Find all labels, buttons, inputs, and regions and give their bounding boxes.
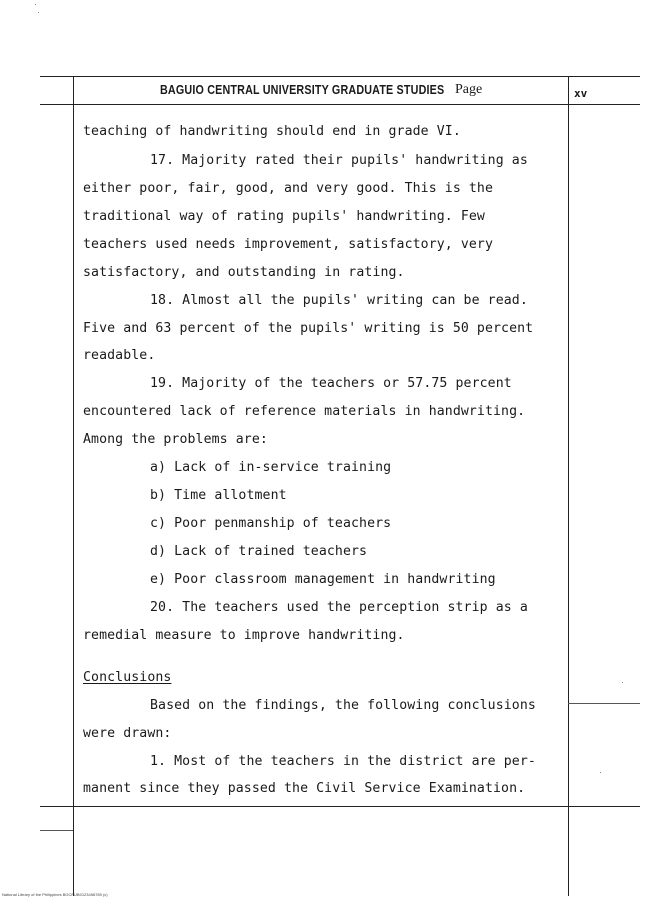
text-line: were drawn: bbox=[83, 726, 172, 741]
text-line: 19. Majority of the teachers or 57.75 percent bbox=[150, 376, 512, 391]
header-page-label: Page bbox=[455, 82, 483, 97]
text-line: 17. Majority rated their pupils' handwriting as bbox=[150, 153, 528, 168]
scan-speck bbox=[622, 682, 623, 683]
text-line: 1. Most of the teachers in the district are per- bbox=[150, 754, 536, 769]
list-item: a) Lack of in-service training bbox=[150, 460, 392, 475]
left-bottom-rule bbox=[40, 830, 73, 831]
right-margin-rule bbox=[568, 76, 569, 896]
scan-speck bbox=[38, 12, 39, 13]
header-bottom-rule bbox=[40, 104, 640, 105]
text-line: encountered lack of reference materials in handwriting. bbox=[83, 404, 526, 419]
text-line: manent since they passed the Civil Service Examination. bbox=[83, 781, 526, 796]
list-item: d) Lack of trained teachers bbox=[150, 544, 368, 559]
text-line: teaching of handwriting should end in grade VI. bbox=[83, 124, 461, 139]
list-item: b) Time allotment bbox=[150, 488, 287, 503]
text-line: teachers used needs improvement, satisfactory, very bbox=[83, 237, 494, 252]
text-line: 20. The teachers used the perception strip as a bbox=[150, 600, 528, 615]
header-top-rule bbox=[40, 76, 640, 77]
text-line: 18. Almost all the pupils' writing can be read. bbox=[150, 293, 528, 308]
text-line: Among the problems are: bbox=[83, 432, 268, 447]
text-line: remedial measure to improve handwriting. bbox=[83, 628, 405, 643]
list-item: c) Poor penmanship of teachers bbox=[150, 516, 392, 531]
text-line: readable. bbox=[83, 348, 156, 363]
conclusions-heading: Conclusions bbox=[83, 670, 172, 685]
scan-speck bbox=[35, 4, 36, 5]
text-line: Based on the findings, the following conclusions bbox=[150, 698, 536, 713]
bottom-rule bbox=[40, 806, 640, 807]
text-line: satisfactory, and outstanding in rating. bbox=[83, 265, 405, 280]
side-column-rule bbox=[568, 703, 640, 704]
header-title: BAGUIO CENTRAL UNIVERSITY GRADUATE STUDIES bbox=[160, 83, 445, 97]
text-line: Five and 63 percent of the pupils' writing is 50 percent bbox=[83, 321, 534, 336]
scan-speck bbox=[600, 772, 601, 773]
text-line: traditional way of rating pupils' handwriting. Few bbox=[83, 209, 485, 224]
scan-credit: National Library of the Philippines BGCPUB0123456789 (c) bbox=[2, 892, 108, 897]
list-item: e) Poor classroom management in handwriting bbox=[150, 572, 496, 587]
page-number: xv bbox=[574, 87, 588, 100]
text-line: either poor, fair, good, and very good. This is the bbox=[83, 181, 494, 196]
left-margin-rule bbox=[73, 76, 74, 896]
